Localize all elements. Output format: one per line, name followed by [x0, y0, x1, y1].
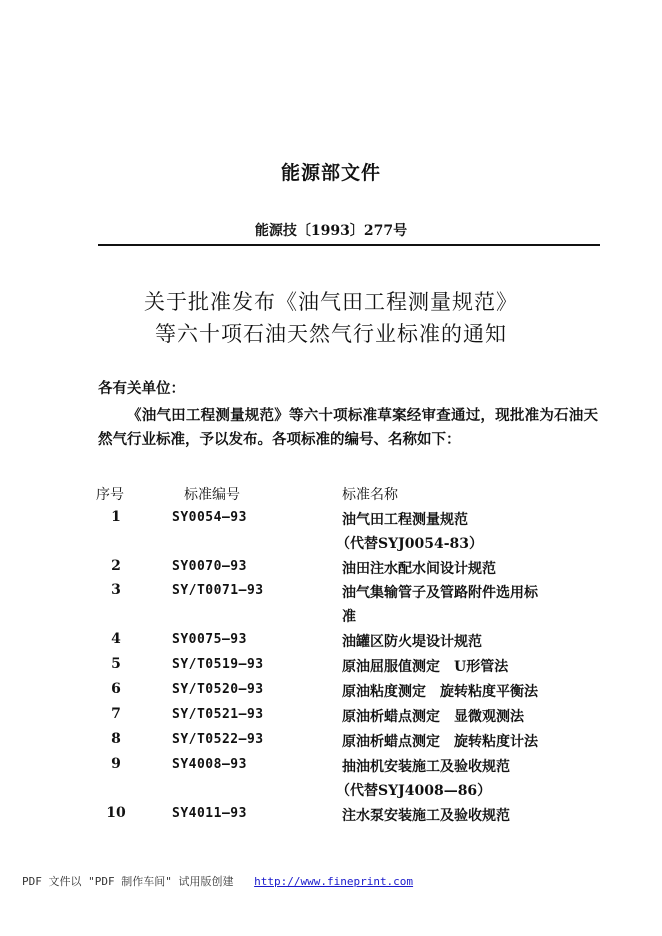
footer-link[interactable]: http://www.fineprint.com [254, 875, 414, 888]
header-name: 标准名称 [342, 487, 398, 503]
row-code: SY0054—93 [172, 510, 247, 525]
footer-note: PDF 文件以 "PDF 制作车间" 试用版创建 [22, 875, 234, 888]
row-code: SY/T0521—93 [172, 707, 264, 722]
header-rule [98, 244, 600, 246]
row-name-cont: （代替SYJ4008—86） [336, 783, 492, 799]
row-name: 原油析蜡点测定 旋转粘度计法 [342, 734, 538, 750]
salutation: 各有关单位： [98, 380, 185, 397]
row-name: 油田注水配水间设计规范 [342, 561, 496, 577]
row-code: SY0070—93 [172, 559, 247, 574]
notice-title-line1: 关于批准发布《油气田工程测量规范》 [144, 290, 518, 314]
row-seq: 10 [106, 805, 126, 821]
row-seq: 4 [111, 631, 121, 647]
row-code: SY4011—93 [172, 806, 247, 821]
row-name: 油气集输管子及管路附件选用标 [342, 585, 538, 601]
row-seq: 3 [111, 582, 121, 598]
row-name: 原油粘度测定 旋转粘度平衡法 [342, 684, 538, 700]
row-name-cont: 准 [342, 609, 356, 625]
row-code: SY0075—93 [172, 632, 247, 647]
body-paragraph: 《油气田工程测量规范》等六十项标准草案经审查通过，现批准为石油天然气行业标准，予以发布。各项标准的编号、名称如下： [98, 407, 598, 448]
header-seq: 序号 [96, 487, 124, 503]
row-name: 油气田工程测量规范 [342, 512, 468, 528]
row-seq: 1 [111, 509, 121, 525]
row-name: 注水泵安装施工及验收规范 [342, 808, 510, 824]
document-number: 能源技〔1993〕277号 [254, 223, 408, 239]
row-seq: 5 [111, 656, 121, 672]
row-code: SY/T0519—93 [172, 657, 264, 672]
row-code: SY/T0522—93 [172, 732, 264, 747]
row-code: SY/T0520—93 [172, 682, 264, 697]
row-seq: 9 [111, 756, 121, 772]
pdf-footer [22, 873, 413, 889]
row-name: 抽油机安装施工及验收规范 [342, 759, 510, 775]
row-code: SY/T0071—93 [172, 583, 264, 598]
row-seq: 6 [111, 681, 121, 697]
header-code: 标准编号 [184, 487, 240, 503]
row-seq: 7 [111, 706, 121, 722]
issuing-agency: 能源部文件 [280, 162, 381, 184]
row-name: 原油屈服值测定 U形管法 [342, 659, 509, 675]
row-seq: 2 [111, 558, 121, 574]
notice-title-line2: 等六十项石油天然气行业标准的通知 [155, 322, 507, 346]
row-name: 原油析蜡点测定 显微观测法 [342, 709, 524, 725]
row-seq: 8 [111, 731, 121, 747]
row-name-cont: （代替SYJ0054-83） [336, 536, 483, 552]
row-code: SY4008—93 [172, 757, 247, 772]
row-name: 油罐区防火堤设计规范 [342, 634, 482, 650]
